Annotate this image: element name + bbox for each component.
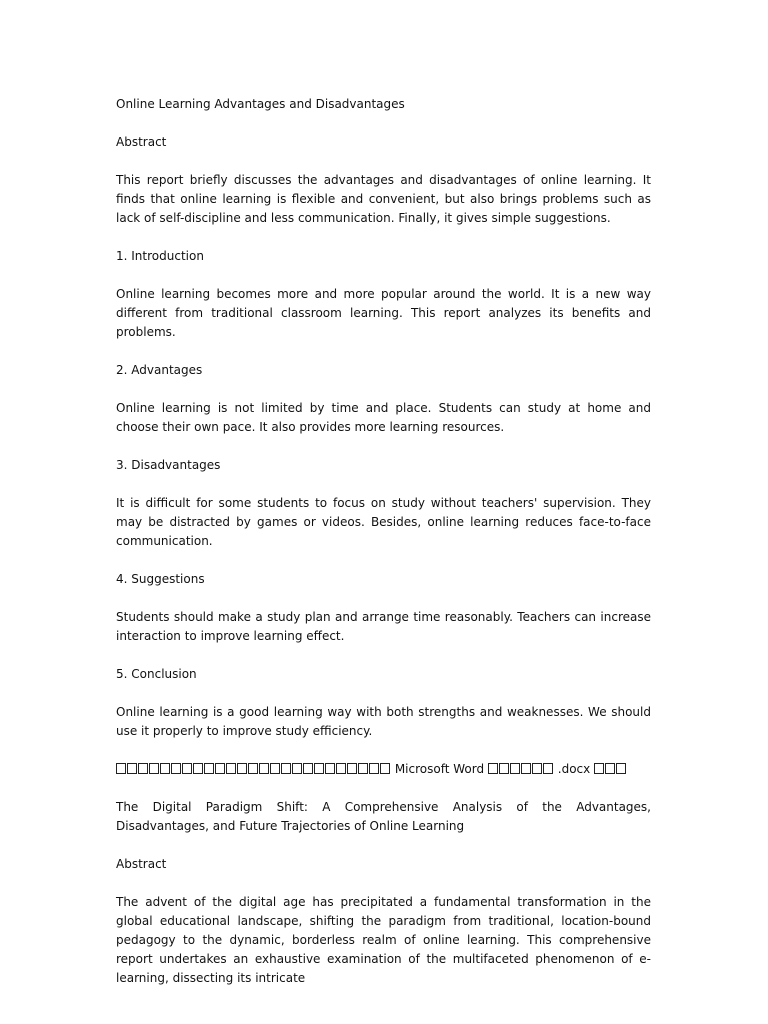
introduction-paragraph: Online learning becomes more and more popular around the world. It is a new way different from traditional classroom learning. This report analyzes its benefits and problems.	[116, 287, 651, 339]
abstract-heading: Abstract	[116, 135, 167, 149]
missing-glyph-boxes-c	[594, 762, 627, 776]
abstract-paragraph: This report briefly discusses the advantages and disadvantages of online learning. It finds that online learning is flexible and convenient, but also brings problems such as lack of self-discipline and less communication. Finally, it gives simple suggestions.	[116, 173, 651, 225]
document-title: Online Learning Advantages and Disadvantages	[116, 97, 405, 111]
advantages-paragraph: Online learning is not limited by time and place. Students can study at home and choose their own pace. It also provides more learning resources.	[116, 401, 651, 434]
missing-glyph-boxes-a	[116, 762, 395, 776]
missing-glyph-boxes-b	[488, 762, 558, 776]
advantages-heading: 2. Advantages	[116, 363, 203, 377]
document-page	[116, 95, 651, 988]
missing-glyph-text-a: Microsoft Word	[394, 762, 485, 776]
disadvantages-heading: 3. Disadvantages	[116, 458, 221, 472]
second-abstract-heading: Abstract	[116, 857, 167, 871]
conclusion-heading: 5. Conclusion	[116, 667, 197, 681]
conclusion-paragraph: Online learning is a good learning way with both strengths and weaknesses. We should use it properly to improve study efficiency.	[116, 705, 651, 738]
disadvantages-paragraph: It is difficult for some students to focus on study without teachers' supervision. They may be distracted by games or videos. Besides, online learning reduces face-to-face communication.	[116, 496, 651, 548]
introduction-heading: 1. Introduction	[116, 249, 204, 263]
missing-glyph-text-b: .docx	[557, 762, 591, 776]
suggestions-heading: 4. Suggestions	[116, 572, 205, 586]
suggestions-paragraph: Students should make a study plan and arrange time reasonably. Teachers can increase interaction to improve learning effect.	[116, 610, 651, 643]
second-abstract-paragraph: The advent of the digital age has precipitated a fundamental transformation in the global educational landscape, shifting the paradigm from traditional, location-bound pedagogy to the dynamic, borderless realm of online learning. This comprehensive report undertakes an exhaustive examination of the multifaceted phenomenon of e-learning, dissecting its intricate	[116, 895, 651, 985]
missing-glyph-line	[116, 760, 651, 779]
second-document-title: The Digital Paradigm Shift: A Comprehensive Analysis of the Advantages, Disadvantages, and Future Trajectories of Online Learning	[116, 800, 651, 833]
